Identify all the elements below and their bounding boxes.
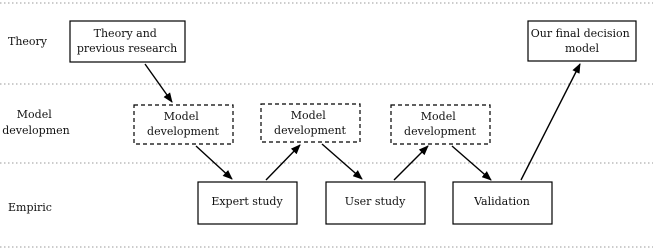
final-model-line-1: Our final decision	[530, 27, 630, 40]
arrow-expert-study-to-model-dev-2	[266, 145, 300, 180]
arrow-model-dev-2-to-user-study	[322, 144, 362, 179]
user-study-label: User study	[344, 195, 406, 208]
model-dev-3-line-1: Model	[420, 110, 456, 123]
theory-research-line-2: previous research	[76, 42, 178, 55]
final-decision-model-box	[528, 21, 636, 61]
lane-label-empiric: Empiric	[8, 201, 52, 214]
lane-label-model-line-2: developmen	[2, 124, 70, 137]
expert-study-label: Expert study	[211, 195, 283, 208]
model-dev-3-line-2: development	[404, 125, 476, 138]
lane-label-model-development	[2, 108, 69, 137]
validation-label: Validation	[474, 195, 530, 208]
model-dev-1-line-2: development	[147, 125, 219, 138]
model-dev-2-line-1: Model	[290, 109, 326, 122]
theory-research-line-1: Theory and	[93, 27, 157, 40]
user-study-box	[326, 182, 425, 224]
lane-label-theory: Theory	[8, 35, 48, 48]
final-model-line-2: model	[564, 42, 600, 55]
model-development-box-1	[134, 105, 233, 144]
expert-study-box	[198, 182, 297, 224]
model-dev-1-line-1: Model	[163, 110, 199, 123]
model-development-box-3	[391, 105, 490, 144]
lane-label-model-line-1: Model	[16, 108, 52, 121]
validation-box	[453, 182, 552, 224]
arrow-user-study-to-model-dev-3	[394, 146, 428, 180]
arrow-theory-to-model-dev-1	[145, 64, 172, 102]
arrow-validation-to-final-model	[521, 64, 580, 180]
theory-research-box	[70, 21, 185, 62]
model-development-box-2	[261, 104, 360, 142]
model-dev-2-line-2: development	[274, 124, 346, 137]
